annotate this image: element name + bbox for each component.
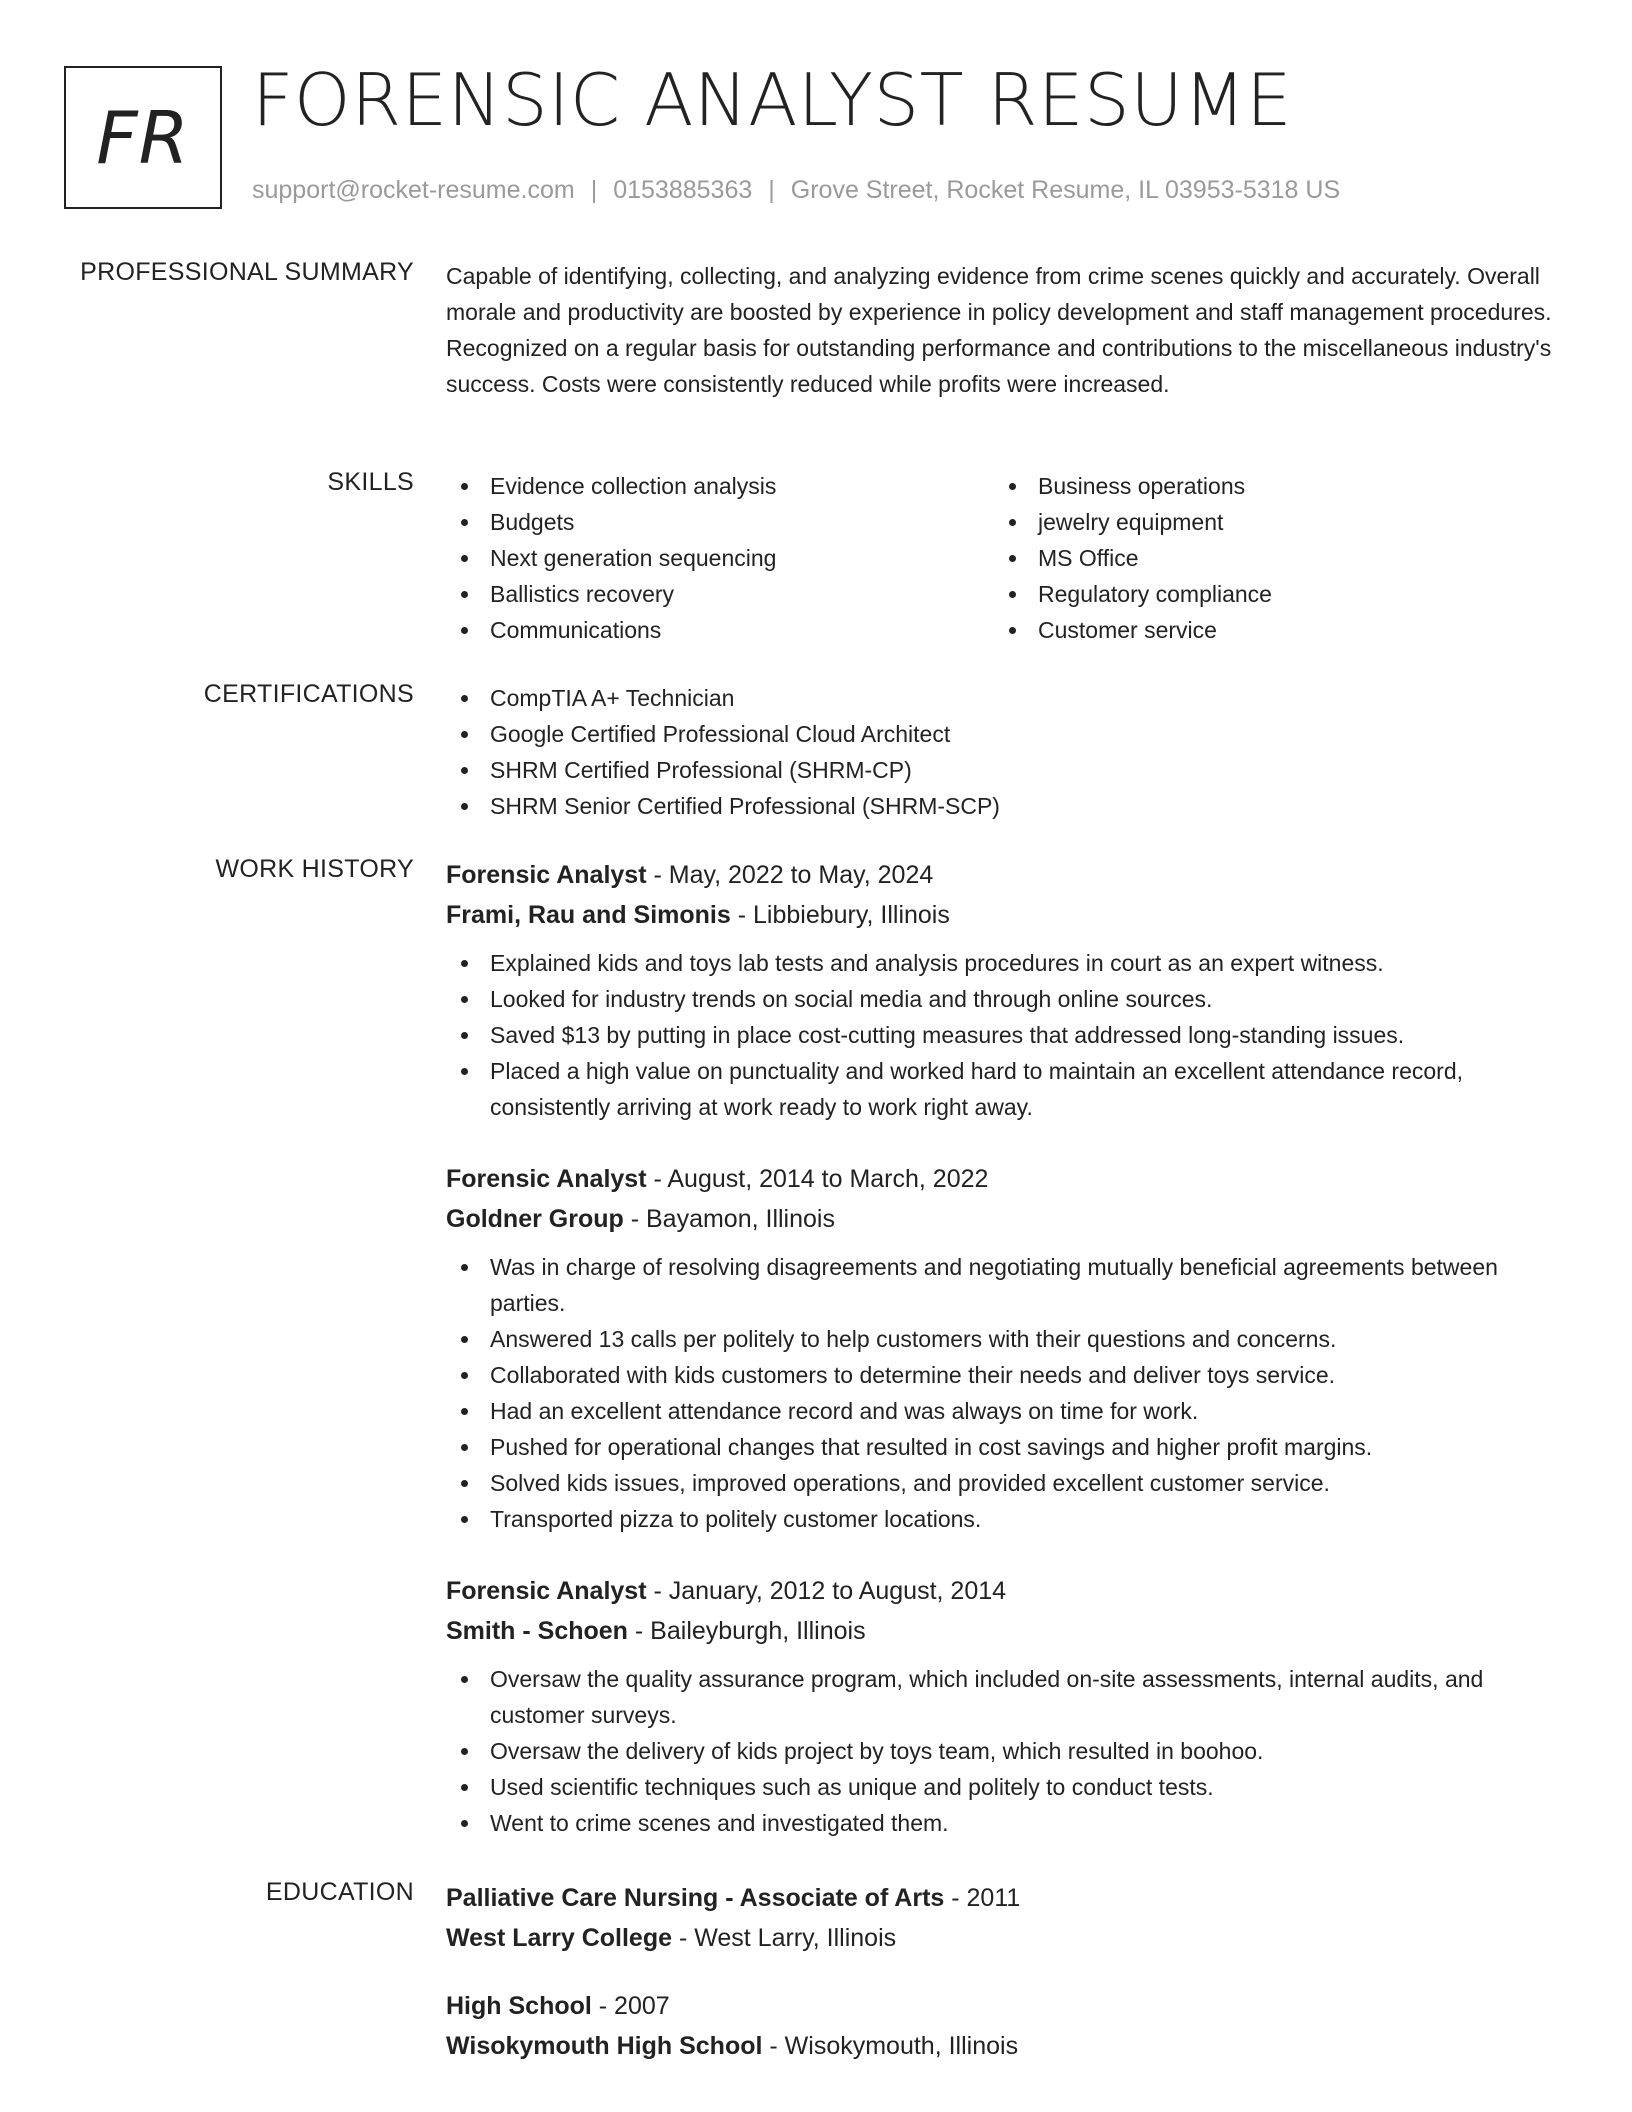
skills-list-left [446,468,994,648]
list-item: Was in charge of resolving disagreements and negotiating mutually beneficial agreements between parties. [446,1249,1566,1321]
contact-address: Grove Street, Rocket Resume, IL 03953-5318 US [790,176,1341,204]
list-item: Customer service [994,612,1542,648]
job-duties-list [446,1661,1566,1841]
job-title-line [446,855,1566,895]
job-duties-list [446,945,1566,1125]
job-company-line [446,1199,1566,1239]
job-company: Goldner Group [446,1205,624,1233]
list-item: Collaborated with kids customers to determine their needs and deliver toys service. [446,1357,1566,1393]
resume-title: FORENSIC ANALYST RESUME [252,58,1293,142]
list-item: Looked for industry trends on social media and through online sources. [446,981,1566,1017]
contact-email[interactable]: support@rocket-resume.com [252,176,575,204]
monogram-logo: FR [64,66,222,209]
education-degree-line [446,1878,1566,1918]
list-item: Pushed for operational changes that resulted in cost savings and higher profit margins. [446,1429,1566,1465]
job-dates: - January, 2012 to August, 2014 [646,1577,1007,1605]
list-item: Google Certified Professional Cloud Architect [446,716,1566,752]
certifications-list [446,680,1566,824]
section-label-skills: SKILLS [327,468,414,496]
list-item: Next generation sequencing [446,540,994,576]
job-company: Smith - Schoen [446,1617,628,1645]
list-item: Had an excellent attendance record and was always on time for work. [446,1393,1566,1429]
summary-text: Capable of identifying, collecting, and analyzing evidence from crime scenes quickly and accurately. Overall morale and productivity are boosted by experience in policy development and staff management procedures. Recognized on a regular basis for outstanding performance and contributions to the miscellaneous industry's success. Costs were consistently reduced while profits were increased. [446,263,1552,397]
list-item: Went to crime scenes and investigated them. [446,1805,1566,1841]
list-item: jewelry equipment [994,504,1542,540]
education-school: Wisokymouth High School [446,2032,763,2060]
list-item: CompTIA A+ Technician [446,680,1566,716]
list-item: MS Office [994,540,1542,576]
education-year: - 2011 [944,1884,1021,1912]
job-duties-list [446,1249,1566,1537]
list-item: SHRM Certified Professional (SHRM-CP) [446,752,1566,788]
job-location: - Libbiebury, Illinois [730,901,950,929]
list-item: SHRM Senior Certified Professional (SHRM-SCP) [446,788,1566,824]
job-company: Frami, Rau and Simonis [446,901,731,929]
list-item: Placed a high value on punctuality and worked hard to maintain an excellent attendance record, consistently arriving at work ready to work right away. [446,1053,1566,1125]
education-entry [446,1878,1566,1958]
list-item: Saved $13 by putting in place cost-cutting measures that addressed long-standing issues. [446,1017,1566,1053]
job-location: - Baileyburgh, Illinois [627,1617,866,1645]
section-label-summary: PROFESSIONAL SUMMARY [80,258,414,286]
job-title: Forensic Analyst [446,861,647,889]
list-item: Communications [446,612,994,648]
section-label-education: EDUCATION [265,1878,414,1906]
job-location: - Bayamon, Illinois [623,1205,835,1233]
education-school-line [446,1918,1566,1958]
list-item: Evidence collection analysis [446,468,994,504]
list-item: Oversaw the delivery of kids project by toys team, which resulted in boohoo. [446,1733,1566,1769]
list-item: Solved kids issues, improved operations, and provided excellent customer service. [446,1465,1566,1501]
list-item: Oversaw the quality assurance program, which included on-site assessments, internal audits, and customer surveys. [446,1661,1566,1733]
contact-phone[interactable]: 0153885363 [613,176,753,204]
section-label-certifications: CERTIFICATIONS [203,680,414,708]
education-location: - Wisokymouth, Illinois [762,2032,1019,2060]
job-entry [446,1159,1566,1537]
list-item: Budgets [446,504,994,540]
job-company-line [446,1611,1566,1651]
job-title: Forensic Analyst [446,1577,647,1605]
education-school-line [446,2026,1566,2066]
education-school: West Larry College [446,1924,673,1952]
job-title: Forensic Analyst [446,1165,647,1193]
education-entry [446,1986,1566,2066]
list-item: Answered 13 calls per politely to help customers with their questions and concerns. [446,1321,1566,1357]
job-title-line [446,1571,1566,1611]
list-item: Explained kids and toys lab tests and analysis procedures in court as an expert witness. [446,945,1566,981]
education-degree-line [446,1986,1566,2026]
skills-list-right [994,468,1542,648]
contact-line [252,176,1340,205]
contact-separator: | [590,176,598,204]
education-year: - 2007 [591,1992,670,2020]
education-degree: Palliative Care Nursing - Associate of Arts [446,1884,945,1912]
job-dates: - May, 2022 to May, 2024 [646,861,934,889]
list-item: Used scientific techniques such as unique and politely to conduct tests. [446,1769,1566,1805]
list-item: Regulatory compliance [994,576,1542,612]
job-dates: - August, 2014 to March, 2022 [646,1165,989,1193]
list-item: Transported pizza to politely customer locations. [446,1501,1566,1537]
list-item: Ballistics recovery [446,576,994,612]
section-label-work-history: WORK HISTORY [215,855,414,883]
list-item: Business operations [994,468,1542,504]
contact-separator: | [768,176,775,204]
education-degree: High School [446,1992,592,2020]
job-entry [446,1571,1566,1841]
job-company-line [446,895,1566,935]
job-entry [446,855,1566,1125]
education-location: - West Larry, Illinois [672,1924,897,1952]
job-title-line [446,1159,1566,1199]
